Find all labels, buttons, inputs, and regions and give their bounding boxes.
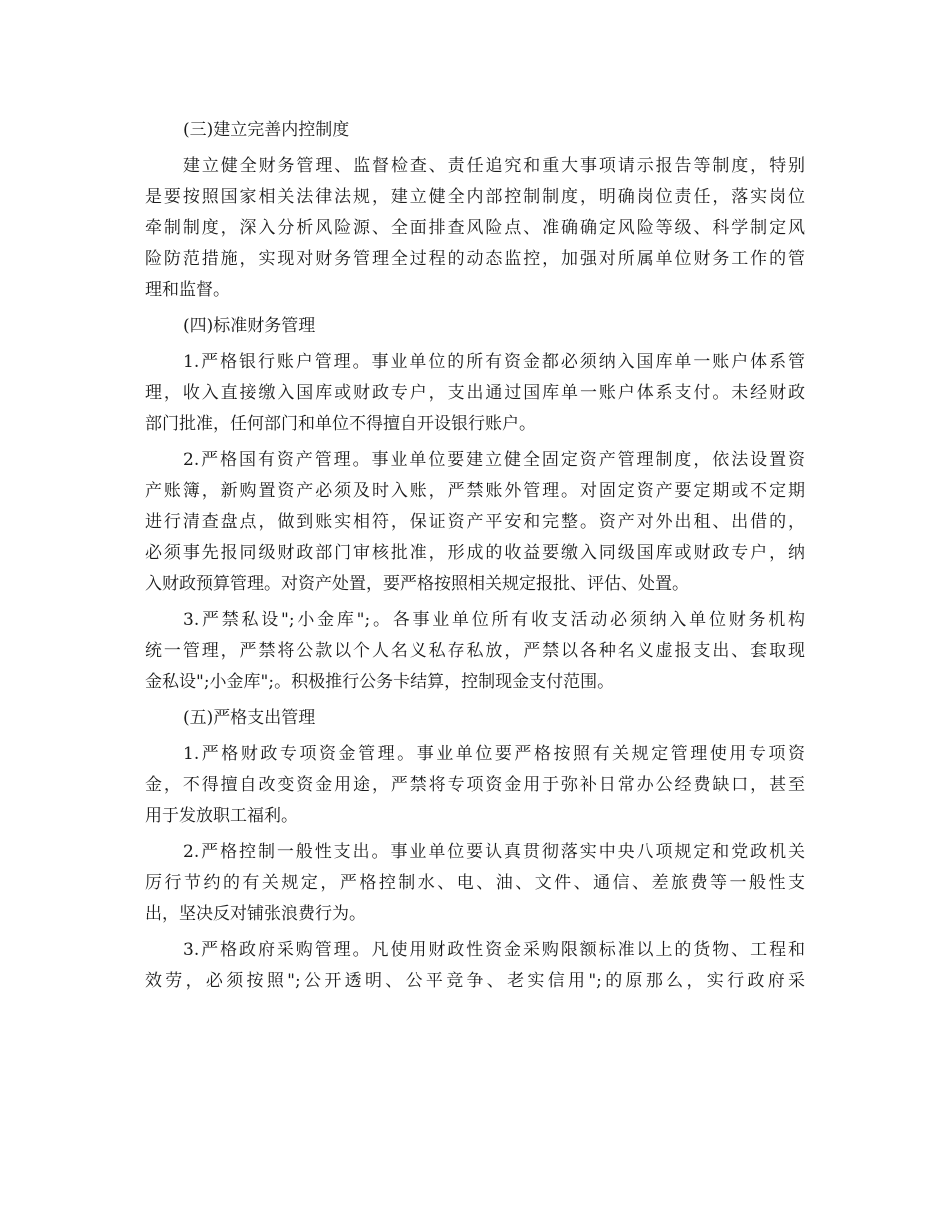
text-line: 金，不得擅自改变资金用途，严禁将专项资金用于弥补日常办公经费缺口，甚至: [145, 775, 805, 795]
paragraph-general-expenditure: [145, 837, 805, 930]
text-line: 建立健全财务管理、监督检查、责任追究和重大事项请示报告等制度，特别: [183, 156, 805, 176]
text-line: 用于发放职工福利。: [145, 806, 298, 826]
text-line: 2.严格控制一般性支出。事业单位要认真贯彻落实中央八项规定和党政机关: [183, 842, 805, 862]
text-line: 效劳，必须按照";公开透明、公平竞争、老实信用";的原那么，实行政府采: [145, 971, 805, 991]
text-line: 必须事先报同级财政部门审核批准，形成的收益要缴入同级国库或财政专户，纳: [145, 543, 805, 563]
text-line: 产账簿，新购置资产必须及时入账，严禁账外管理。对固定资产要定期或不定期: [145, 481, 805, 501]
text-line: 3.严格政府采购管理。凡使用财政性资金采购限额标准以上的货物、工程和: [183, 940, 805, 960]
heading-text: (三)建立完善内控制度: [183, 120, 350, 140]
text-line: 统一管理，严禁将公款以个人名义私存私放，严禁以各种名义虚报支出、套取现: [145, 641, 805, 661]
paragraph-state-assets: [145, 445, 805, 600]
text-line: 是要按照国家相关法律法规，建立健全内部控制制度，明确岗位责任，落实岗位: [145, 187, 805, 207]
paragraph-bank-account: [145, 347, 805, 440]
heading-text: (五)严格支出管理: [183, 708, 316, 728]
text-line: 入财政预算管理。对资产处置，要严格按照相关规定报批、评估、处置。: [145, 574, 689, 594]
text-line: 出，坚决反对铺张浪费行为。: [145, 904, 366, 924]
text-line: 险防范措施，实现对财务管理全过程的动态监控，加强对所属单位财务工作的管: [145, 249, 805, 269]
text-line: 1.严格财政专项资金管理。事业单位要严格按照有关规定管理使用专项资: [183, 744, 805, 764]
paragraph-internal-control: [145, 151, 805, 306]
section-heading-3: [145, 115, 805, 146]
section-heading-4: [145, 311, 805, 342]
section-heading-5: [145, 703, 805, 734]
paragraph-procurement: [145, 935, 805, 997]
document-body: [145, 115, 805, 1002]
text-line: 理和监督。: [145, 280, 230, 300]
text-line: 牵制制度，深入分析风险源、全面排查风险点、准确确定风险等级、科学制定风: [145, 218, 805, 238]
paragraph-special-funds: [145, 739, 805, 832]
text-line: 1.严格银行账户管理。事业单位的所有资金都必须纳入国库单一账户体系管: [183, 352, 805, 372]
text-line: 2.严格国有资产管理。事业单位要建立健全固定资产管理制度，依法设置资: [183, 450, 805, 470]
text-line: 理，收入直接缴入国库或财政专户，支出通过国库单一账户体系支付。未经财政: [145, 383, 805, 403]
heading-text: (四)标准财务管理: [183, 316, 316, 336]
text-line: 部门批准，任何部门和单位不得擅自开设银行账户。: [145, 414, 536, 434]
text-line: 进行清查盘点，做到账实相符，保证资产平安和完整。资产对外出租、出借的，: [145, 512, 805, 532]
paragraph-small-treasury: [145, 605, 805, 698]
text-line: 金私设";小金库";。积极推行公务卡结算，控制现金支付范围。: [145, 672, 615, 692]
text-line: 厉行节约的有关规定，严格控制水、电、油、文件、通信、差旅费等一般性支: [145, 873, 805, 893]
text-line: 3.严禁私设";小金库";。各事业单位所有收支活动必须纳入单位财务机构: [183, 610, 805, 630]
